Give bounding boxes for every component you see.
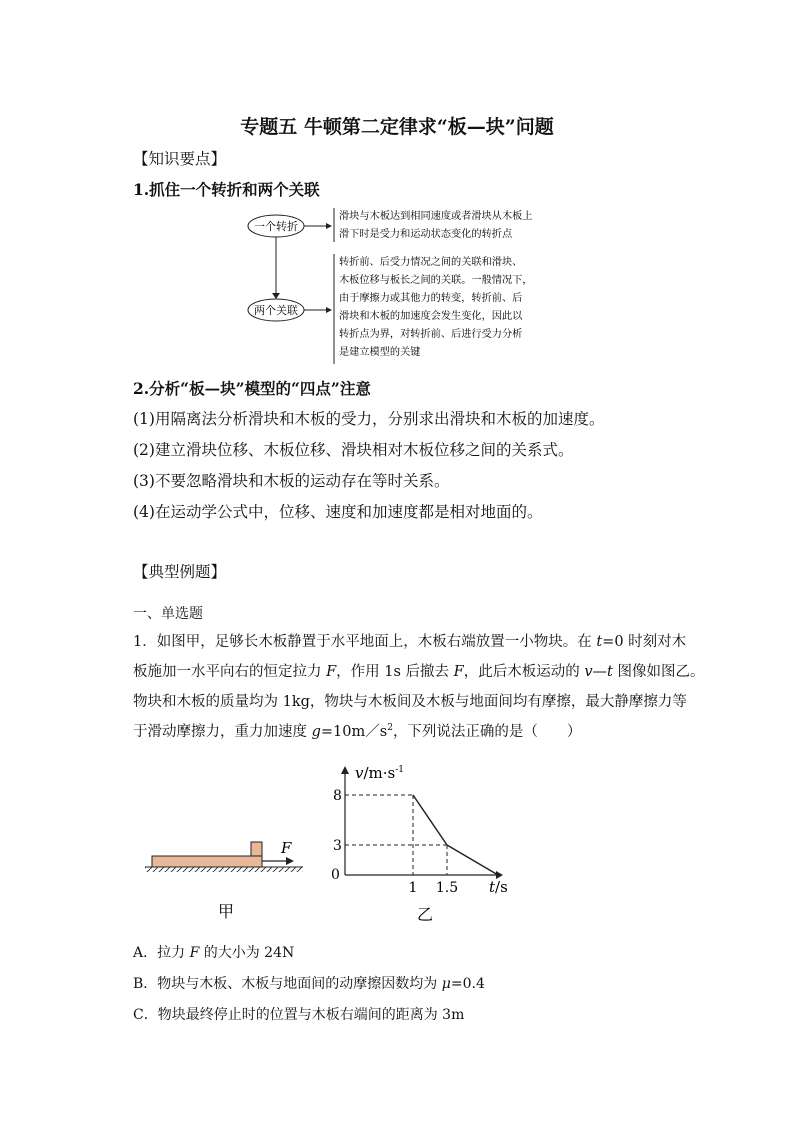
links-text-1: 转折前、后受力情况之间的关联和滑块、 (339, 257, 523, 268)
small-block (251, 842, 262, 856)
concept-diagram (240, 204, 560, 366)
origin-label: 0 (331, 867, 340, 883)
turn-text-1: 滑块与木板达到相同速度或者滑块从木板上 (339, 211, 533, 222)
x-tick-label-1: 1 (408, 880, 418, 896)
down-arrow-head (272, 293, 280, 299)
note-4: (4)在运动学公式中，位移、速度和加速度都是相对地面的。 (133, 503, 543, 521)
x-tick-label-1-5: 1.5 (435, 880, 459, 896)
question-line-3: 物块和木板的质量均为 1kg，物块与木板间及木板与地面间均有摩擦，最大静摩擦力等 (133, 694, 687, 710)
turn-text-2: 滑下时是受力和运动状态变化的转折点 (339, 229, 513, 240)
links-text-4: 滑块和木板的加速度会发生变化，因此以 (339, 311, 523, 322)
x-axis-label: t/s (489, 878, 508, 896)
node-links-label: 两个关联 (254, 304, 298, 317)
knowledge-header: 【知识要点】 (133, 150, 227, 168)
links-arrow-head (326, 307, 332, 313)
links-text-3: 由于摩擦力或其他力的转变，转折前、后 (339, 293, 523, 304)
series-segment-1 (413, 795, 447, 845)
option-c: C．物块最终停止时的位置与木板右端间的距离为 3m (133, 1007, 465, 1023)
question-line-4: 于滑动摩擦力，重力加速度 $g=10m/s^2$，下列说法正确的是（ ） (133, 723, 582, 740)
series-segment-2 (447, 845, 498, 875)
question-line-2: 板施加一水平向右的恒定拉力 F，作用 1s 后撤去 F，此后木板运动的 v—t 图像如图乙。 (133, 664, 705, 680)
note-2: (2)建立滑块位移、木板位移、滑块相对木板位移之间的关系式。 (133, 441, 574, 459)
y-tick-label-3: 3 (333, 838, 342, 854)
y-axis-arrow (341, 766, 349, 774)
option-a: A．拉力 F 的大小为 24N (133, 945, 295, 961)
links-text-2: 木板位移与板长之间的关联。一般情况下， (339, 275, 533, 286)
long-board (152, 856, 262, 867)
note-1: (1)用隔离法分析滑块和木板的受力，分别求出滑块和木板的加速度。 (133, 410, 605, 428)
links-text-6: 是建立模型的关键 (339, 347, 421, 358)
figure-board-block (140, 825, 310, 925)
caption-yi: 乙 (416, 905, 434, 924)
point-2-heading: 2.分析“板—块”模型的“四点”注意 (133, 379, 371, 398)
force-label: F (281, 839, 292, 857)
turn-arrow-head (326, 223, 332, 229)
note-3: (3)不要忽略滑块和木板的运动存在等时关系。 (133, 472, 450, 490)
examples-header: 【典型例题】 (133, 563, 227, 581)
question-line-1: 1．如图甲，足够长木板静置于水平地面上，木板右端放置一小物块。在 t=0 时刻对木 (133, 634, 687, 650)
caption-jia: 甲 (217, 902, 235, 921)
links-text-5: 转折点为界，对转折前、后进行受力分析 (339, 329, 523, 340)
point-1-heading: 1.抓住一个转折和两个关联 (133, 180, 320, 199)
option-b: B．物块与木板、木板与地面间的动摩擦因数均为 μ=0.4 (133, 976, 485, 992)
section-label: 一、单选题 (133, 606, 203, 622)
ground-hatch (145, 867, 303, 872)
vt-chart (325, 755, 525, 930)
page-title: 专题五 牛顿第二定律求“板—块”问题 (240, 116, 554, 138)
y-axis-label: $v/m\cdot s^{-1}$ (355, 764, 405, 782)
node-turn-label: 一个转折 (254, 220, 298, 233)
force-arrow-head (286, 857, 294, 865)
y-tick-label-8: 8 (333, 788, 342, 804)
